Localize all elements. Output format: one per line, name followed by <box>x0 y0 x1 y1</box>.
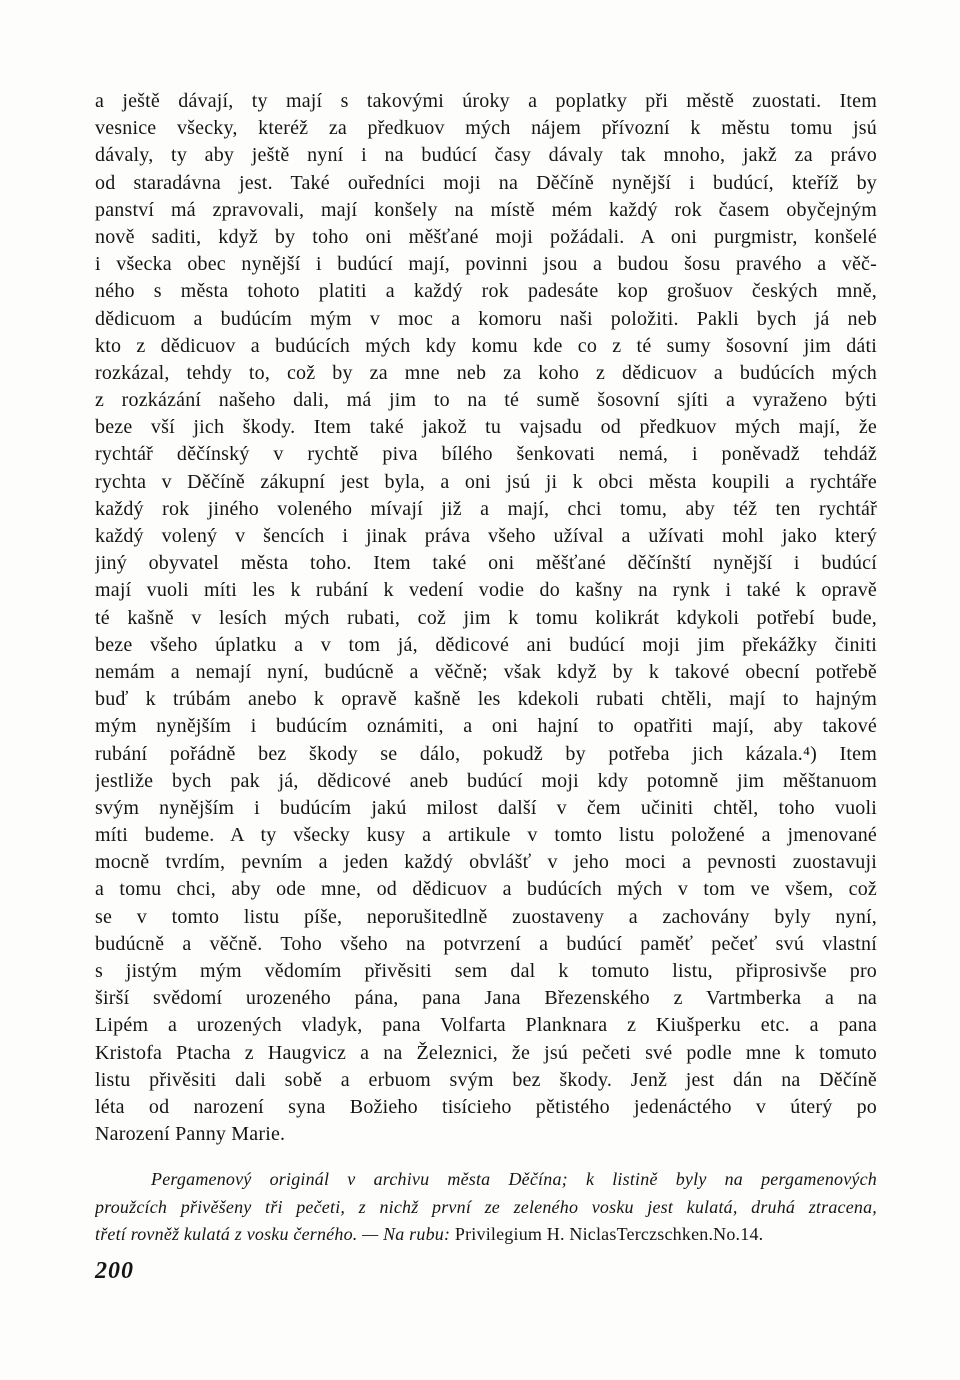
text-line: ného s města tohoto platiti a každý rok padesáte kop grošuov českých mně, <box>95 280 877 303</box>
text-line: dávaly, ty aby ještě nyní i na budúcí časy dávaly tak mnoho, jakž za právo <box>95 144 877 167</box>
footnote-roman-text: Privilegium H. NiclasTerczschken.No.14. <box>454 1224 764 1244</box>
text-line: rubání pořádně bez škody se dálo, pokudž by potřeba jich kázala.⁴) Item <box>95 742 877 765</box>
text-line: z rozkázání našeho dali, má jim to na té sumě šosovní sjíti a vyraženo býti <box>95 389 877 412</box>
text-line: a ještě dávají, ty mají s takovými úroky a poplatky při městě zuostati. Item <box>95 90 877 112</box>
text-line: a tomu chci, aby ode mne, od dědicuov a budúcích mých v tom ve všem, což <box>95 878 877 901</box>
text-line: nemám a nemají nyní, budúcně a věčně; však když by k takové obecní potřebě <box>95 660 877 683</box>
text-line: panství má zpravovali, mají konšely na místě mém každý rok časem obyčejným <box>95 198 877 221</box>
footnote-block <box>95 1166 877 1249</box>
text-line: beze vší jich škody. Item také jakož tu vajsadu od předkuov mých mají, že <box>95 416 877 439</box>
text-line: mají vuoli míti les k rubání k vedení vodie do kašny na rynk i také k opravě <box>95 579 877 602</box>
text-line: jiný obyvatel města toho. Item také oni měšťané děčínští nynější i budúcí <box>95 552 877 575</box>
text-line: Kristofa Ptacha z Haugvicz a na Železnici, že jsú pečeti své podle mne k tomuto <box>95 1041 877 1064</box>
text-line: buď k trúbám anebo k opravě kašně les kdekoli rubati chtěli, mají to hajným <box>95 688 877 711</box>
text-line: rychtář děčínský v rychtě piva bílého šenkovati nemá, i poněvadž tehdáž <box>95 443 877 466</box>
text-line: nově saditi, když by toho oni měšťané moji požádali. A oni purgmistr, konšelé <box>95 225 877 248</box>
text-line: od staradávna jest. Také ouředníci moji na Děčíně nynější i budúcí, kteříž by <box>95 171 877 194</box>
text-line: každý volený v šencích i jinak práva všeho užíval a užívati mohl jako který <box>95 525 877 547</box>
footnote-line: proužcích přivěšeny tři pečeti, z nichž první ze zeleného vosku jest kulatá, druhá ztracena, <box>95 1196 877 1217</box>
text-line: listu přivěsiti dali sobě a erbuom svým bez škody. Jenž jest dán na Děčíně <box>95 1068 877 1091</box>
text-line: té kašně v lesích mých rubati, což jim k tomu kolikrát kdykoli potřebí bude, <box>95 606 877 629</box>
text-line: beze všeho úplatku a v tom já, dědicové ani budúcí moji jim překážky činiti <box>95 633 877 656</box>
page-number: 200 <box>95 1258 134 1284</box>
text-line: vesnice všecky, kteréž za předkuov mých nájem přívozní k městu tomu jsú <box>95 117 877 140</box>
text-line: dědicuom a budúcím mým v moc a komoru naši položiti. Pakli bych já neb <box>95 307 877 330</box>
footnote-line <box>95 1221 877 1249</box>
text-line: každý rok jiného voleného mívají již a mají, chci tomu, aby též ten rychtář <box>95 497 877 520</box>
text-line: širší svědomí urozeného pána, pana Jana Březenského z Vartmberka a na <box>95 987 877 1010</box>
footnote-line: Pergamenový originál v archivu města Děčína; k listině byly na pergamenových <box>151 1169 877 1189</box>
text-line: Narození Panny Marie. <box>95 1123 286 1146</box>
text-line: s jistým mým vědomím přivěsiti sem dal k tomuto listu, připrosivše pro <box>95 960 877 982</box>
text-line: i všecka obec nynější i budúcí mají, povinni jsou a budou šosu pravého a věč- <box>95 253 877 276</box>
text-line: Lipém a urozených vladyk, pana Volfarta Planknara z Kiušperku etc. a pana <box>95 1014 877 1037</box>
footnote-italic-text: třetí rovněž kulatá z vosku černého. — Na rubu: <box>95 1224 451 1244</box>
text-line: míti budeme. A ty všecky kusy a artikule v tomto listu položené a jmenované <box>95 824 877 847</box>
text-line: rozkázal, tehdy to, což by za mne neb za koho z dědicuov a budúcích mých <box>95 361 877 384</box>
text-line: jestliže bych pak já, dědicové aneb budúcí moji kdy potomně jim měštanuom <box>95 769 877 792</box>
text-line: mým nynějším i budúcím oznámiti, a oni hajní to opatřiti mají, aby takové <box>95 715 877 738</box>
text-line: kto z dědicuov a budúcích mých kdy komu kde co z té sumy šosovní jim dáti <box>95 334 877 357</box>
text-line: se v tomto listu píše, neporušitedlně zuostaveny a zachovány byly nyní, <box>95 905 877 928</box>
text-line: mocně tvrdím, pevním a jeden každý obvlášť v jeho moci a pevnosti zuostavuji <box>95 851 877 874</box>
text-line: budúcně a věčně. Toho všeho na potvrzení a budúcí paměť pečeť svú vlastní <box>95 932 877 955</box>
text-line: rychta v Děčíně zákupní jest byla, a oni jsú ji k obci města koupili a rychtáře <box>95 470 877 493</box>
text-line: léta od narození syna Božieho tisícieho pětistého jedenáctého v úterý po <box>95 1095 877 1118</box>
body-text-block <box>95 88 877 1148</box>
text-line: svým nynějším i budúcím jakú milost další v čem učiniti chtěl, toho vuoli <box>95 796 877 819</box>
